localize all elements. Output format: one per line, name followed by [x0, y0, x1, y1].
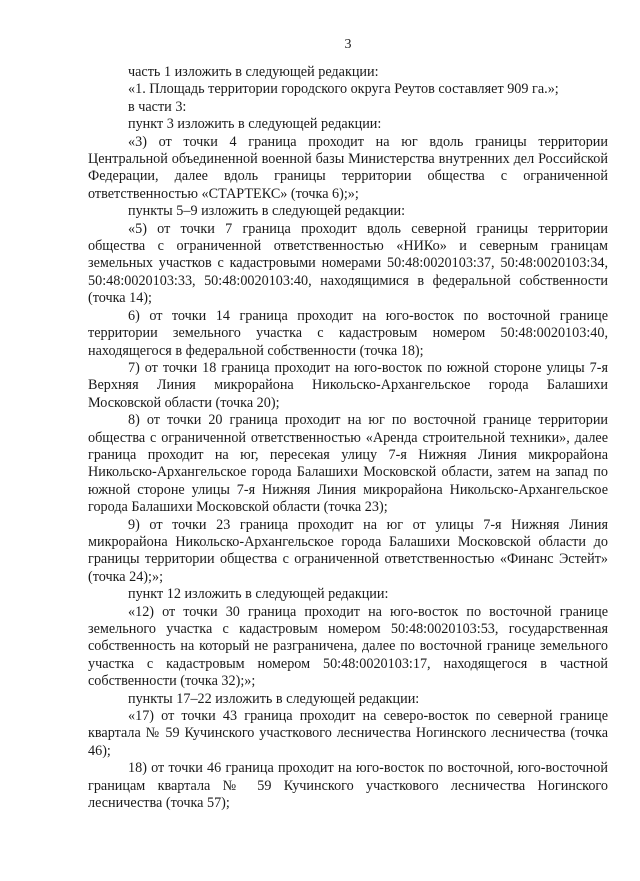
- document-body: [88, 64, 608, 812]
- paragraph-6: пункты 5–9 изложить в следующей редакции:: [128, 203, 406, 220]
- paragraph-4: пункт 3 изложить в следующей редакции:: [128, 116, 382, 133]
- paragraph-14: пункты 17–22 изложить в следующей редакции:: [128, 690, 420, 707]
- paragraph-13: «12) от точки 30 граница проходит на юго-восток по восточной границе земельного участка с кадастровым номером 50:48:0020103:53, государственная собственность на который не разграничена, далее по восточной границе земельного участка с кадастровым номером 50:48:0020103:17, находящегося в частной собственности (точка 32);»;: [88, 603, 608, 690]
- paragraph-11: 9) от точки 23 граница проходит на юг от улицы 7-я Нижняя Линия микрорайона Никольско-Архангельское города Балашихи Московской области до границы территории общества с ограниченной ответственностью «Финанс Эстейт» (точка 24);»;: [88, 516, 608, 585]
- paragraph-15: «17) от точки 43 граница проходит на северо-восток по северной границе квартала № 59 Кучинского участкового лесничества Ногинского лесничества (точка 46);: [88, 708, 608, 759]
- paragraph-2: «1. Площадь территории городского округа Реутов составляет 909 га.»;: [128, 81, 559, 98]
- paragraph-7: «5) от точки 7 граница проходит вдоль северной границы территории общества с ограниченной ответственностью «НИКо» и северным границам земельных участков с кадастровыми номерами 50:48:0020103:37, 50:48:0020103:34, 50:48:0020103:33, 50:48:0020103:40, находящимися в федеральной собственности (точка 14);: [88, 220, 608, 307]
- paragraph-8: 6) от точки 14 граница проходит на юго-восток по восточной границе территории земельного участка с кадастровым номером 50:48:0020103:40, находящегося в федеральной собственности (точка 18);: [88, 307, 608, 359]
- page-number: 3: [344, 37, 352, 52]
- paragraph-9: 7) от точки 18 граница проходит на юго-восток по южной стороне улицы 7-я Верхняя Линия микрорайона Никольско-Архангельское города Балашихи Московской области (точка 20);: [88, 359, 608, 411]
- paragraph-12: пункт 12 изложить в следующей редакции:: [128, 586, 389, 603]
- paragraph-3: в части 3:: [128, 98, 187, 115]
- paragraph-16: 18) от точки 46 граница проходит на юго-восток по восточной, юго-восточной границам квартала № 59 Кучинского участкового лесничества Ногинского лесничества (точка 57);: [88, 760, 608, 812]
- paragraph-5: «3) от точки 4 граница проходит на юг вдоль границы территории Центральной объединенной военной базы Министерства внутренних дел Российской Федерации, далее вдоль границы территории общества с ограниченной ответственностью «СТАРТЕКС» (точка 6);»;: [88, 133, 608, 202]
- paragraph-1: часть 1 изложить в следующей редакции:: [128, 64, 379, 80]
- paragraph-10: 8) от точки 20 граница проходит на юг по восточной границе территории общества с ограниченной ответственностью «Аренда строительной техники», далее граница проходит на юг, пересекая улицу 7-я Нижняя Линия микрорайона Никольско-Архангельское города Балашихи Московской области, затем на запад по южной стороне улицы 7-я Нижняя Линия микрорайона Никольско-Архангельское города Балашихи Московской области (точка 23);: [88, 412, 608, 516]
